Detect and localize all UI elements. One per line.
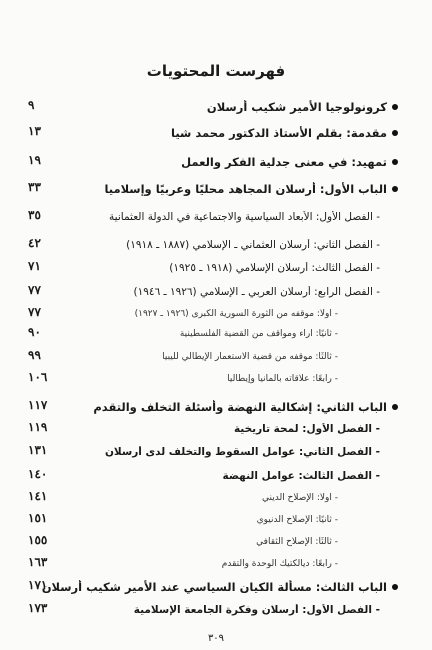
toc-entry [28,283,398,301]
bullet-icon [392,159,398,165]
page-title: فهرست المحتويات [146,62,286,80]
toc-entry [28,533,398,551]
toc-entry-title: - الفصل الثاني: عوامل السقوط والتخلف لدى أرسلان [104,446,380,458]
toc-entry-title: - ثالثًا: موقفه من قضية الاستعمار الإيطالي لليبيا [162,352,338,362]
toc-entry-page: ١٧٣ [28,601,48,615]
toc-entry-title: الباب الأول: أرسلان المجاهد محليًا وعربيًا وإسلاميا [104,182,387,196]
toc-entry [28,489,398,507]
toc-entry-title: - الفصل الأول: الأبعاد السياسية والاجتماعية في الدولة العثمانية [109,211,380,223]
toc-entry-page: ١١٩ [28,420,48,434]
toc-entry [28,348,398,366]
toc-entry-page: ٧٧ [28,283,41,297]
toc-entry-page: ١١٧ [28,398,48,412]
toc-entry-title: - رابعًا: ديالكتيك الوحدة والتقدم [221,559,338,569]
toc-entry-page: ١٩ [28,153,41,167]
toc-entry [28,398,398,416]
toc-entry-title: - ثالثًا: الإصلاح الثقافي [256,537,338,547]
toc-entry-page: ١٣ [28,124,41,138]
toc-entry-title: - الفصل الثالث: عوامل النهضة [222,470,380,482]
toc-entry-page: ٩٠ [28,325,41,339]
page-number: ٣٠٩ [207,633,225,644]
bullet-icon [392,584,398,590]
toc-entry-page: ٧١ [28,259,41,273]
toc-entry-page: ١٧١ [28,578,48,592]
toc-entry [28,467,398,485]
toc-entry-title: - الفصل الثاني: أرسلان العثماني ـ الإسلامي (١٨٨٧ ـ ١٩١٨) [126,239,380,251]
toc-entry-title: - ثانيًا: الإصلاح الدنيوي [256,515,338,525]
toc-entry-title: - الفصل الأول: أرسلان وفكرة الجامعة الإسلامية [133,604,380,616]
toc-entry-title: - رابعًا: علاقاته بألمانيا وإيطاليا [227,374,338,384]
toc-entry-title: الباب الثاني: إشكالية النهضة وأسئلة التخلف والتقدم [93,400,387,414]
toc-entry [28,511,398,529]
toc-entry [28,555,398,573]
toc-entry-page: ١٦٣ [28,555,48,569]
toc-entry-title: الباب الثالث: مسألة الكيان السياسي عند الأمير شكيب أرسلان [41,580,387,594]
toc-entry [28,153,398,171]
toc-entry-page: ٩٩ [28,348,41,362]
toc-entry [28,443,398,461]
toc-entry-page: ٤٢ [28,236,41,250]
toc-entry [28,601,398,619]
toc-entry [28,98,398,116]
toc-entry-title: - ثانيًا: آراء ومواقف من القضية الفلسطينية [179,329,338,339]
toc-entry-page: ١٥٥ [28,533,48,547]
toc-entry-page: ٣٣ [28,180,41,194]
toc-entry [28,124,398,142]
toc-entry-title: - أولاً: الإصلاح الديني [262,493,338,503]
toc-entry-page: ١٤٠ [28,467,48,481]
toc-entry [28,325,398,343]
bullet-icon [392,104,398,110]
toc-entry [28,420,398,438]
toc-entry [28,370,398,388]
toc-entry [28,208,398,226]
bullet-icon [392,186,398,192]
toc-entry [28,305,398,323]
toc-entry-title: تمهيد: في معنى جدلية الفكر والعمل [181,155,387,169]
toc-entry-title: - الفصل الأول: لمحة تاريخية [233,423,380,435]
toc-entry-page: ١٤١ [28,489,48,503]
toc-entry-title: كرونولوجيا الأمير شكيب أرسلان [206,100,387,114]
toc-entry-page: ٧٧ [28,305,41,319]
toc-entry-title: - الفصل الثالث: أرسلان الإسلامي (١٩١٨ ـ ١٩٢٥) [169,262,380,274]
toc-entry-page: ١٥١ [28,511,48,525]
toc-entry-page: ٣٥ [28,208,41,222]
toc-entry-page: ٩ [28,98,35,112]
toc-entry [28,578,398,596]
bullet-icon [392,404,398,410]
toc-entry-title: مقدمة: بقلم الأستاذ الدكتور محمد شيا [171,126,387,140]
toc-entry [28,236,398,254]
toc-entry-page: ١٣١ [28,443,48,457]
toc-entry [28,259,398,277]
toc-entry-title: - الفصل الرابع: أرسلان العربي ـ الإسلامي (١٩٢٦ ـ ١٩٤٦) [133,286,380,298]
toc-entry [28,180,398,198]
toc-entry-title: - أولاً: موقفه من الثورة السورية الكبرى (١٩٢٦ ـ ١٩٢٧) [134,309,338,319]
toc-entry-page: ١٠٦ [28,370,48,384]
bullet-icon [392,130,398,136]
